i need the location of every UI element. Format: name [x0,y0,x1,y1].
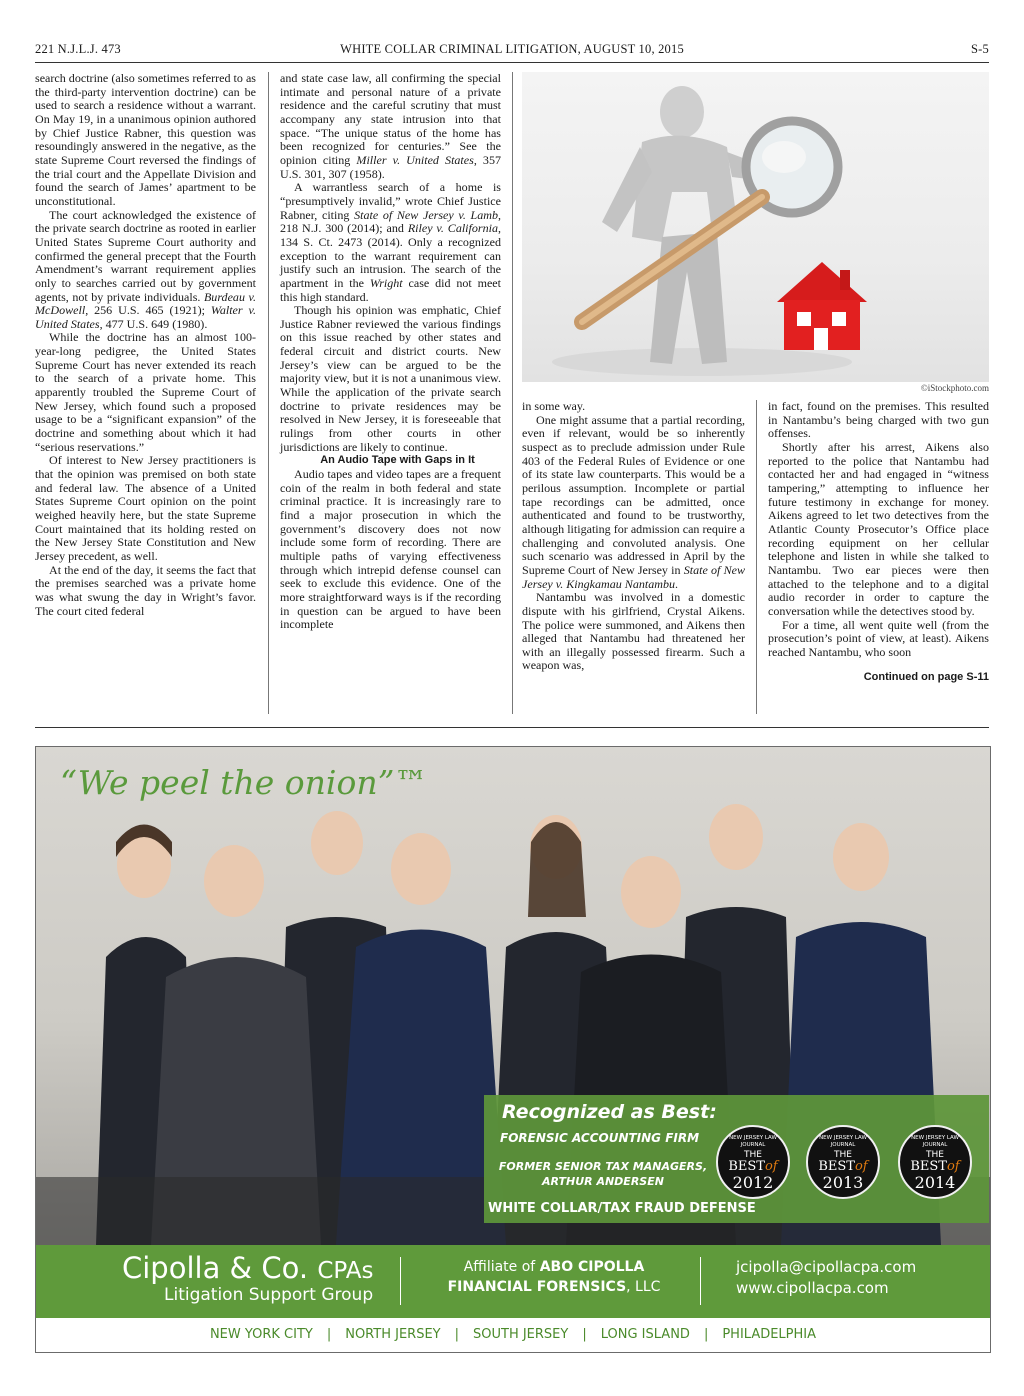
website-link[interactable]: www.cipollacpa.com [736,1279,889,1297]
magnifying-glass-house-illustration [522,72,989,382]
badge-the: THE [926,1150,944,1160]
firm-name: Cipolla & Co. CPAs [122,1251,374,1285]
ad-slogan: “We peel the onion”™ [60,763,428,802]
page-number: S-5 [971,42,989,56]
paragraph: search doctrine (also sometimes referred to as the third-party intervention doctrine) can be used to search a residence without a warrant. On May 19, in a unanimous opinion authored by Chief Justice Rabner, this question was resoundingly answered in the negative, as the state Supreme Court reversed the findings of the trial court and the Appellate Division and found the search of James’ apartment to be unconstitutional. [35,71,256,208]
illustration-graphic [522,72,989,382]
publication-title: WHITE COLLAR CRIMINAL LITIGATION, AUGUST 10, 2015 [340,42,684,56]
location: LONG ISLAND [600,1327,690,1342]
banner-divider [700,1257,701,1305]
article-column-1 [35,72,256,618]
badge-year: 2013 [822,1173,864,1192]
column-divider [512,72,513,714]
badge-source: NEW JERSEY LAW JOURNAL [819,1135,867,1148]
case-citation: State of New Jersey v. Lamb [354,207,498,222]
paragraph: At the end of the day, it seems the fact that the premises searched was a private home was what swung the day in Wright’s favor. The court cited federal [35,562,256,618]
paragraph: in some way. [522,399,586,413]
case-citation: Riley v. California [407,221,498,236]
best-of-badge [898,1125,972,1199]
badge-source: NEW JERSEY LAW JOURNAL [729,1135,777,1148]
badge-year: 2014 [914,1173,956,1192]
section-rule [35,727,989,728]
badge-best: BESTof [818,1159,868,1174]
paragraph: One might assume that a partial recording, even if relevant, would be so inherently suspect as to preclude admission under Rule 403 of the Federal Rules of Evidence or one of its state law counterparts. This would be a perilous assumption. Incomplete or partial tape recordings can be admitted, once authenticated and found to be trustworthy, although litigating for admission can require a challenging and convoluted analysis. One such scenario was addressed in April by the Supreme Court of New Jersey in State of New Jersey v. Kingkamau Nantambu. [522,412,745,591]
header-rule [35,62,989,63]
location: NORTH JERSEY [345,1327,441,1342]
badge-year: 2012 [732,1173,774,1192]
column-divider [268,72,269,714]
affiliate-line: Affiliate of ABO CIPOLLA [463,1259,645,1275]
recognition-item: WHITE COLLAR/TAX FRAUD DEFENSE [488,1201,756,1216]
page-citation: 221 N.J.L.J. 473 [35,42,121,56]
best-of-badge [806,1125,880,1199]
recognition-item: FORMER SENIOR TAX MANAGERS, ARTHUR ANDERSEN [498,1160,708,1188]
article-column-2 [280,72,501,632]
location: PHILADELPHIA [722,1327,817,1342]
contact-email[interactable]: jcipolla@cipollacpa.com [736,1258,917,1276]
paragraph: Nantambu was involved in a domestic dispute with his girlfriend, Crystal Aikens. The police were summoned, and Aikens then alleged that Nantambu had threatened her with an illegally possessed firearm. Such a weapon was, [522,590,745,673]
column-divider [756,400,757,714]
affiliate-name: FINANCIAL FORENSICS, LLC [447,1279,661,1295]
recognition-panel [484,1095,989,1223]
case-citation: Wright [369,275,403,290]
badge-the: THE [834,1150,852,1160]
paragraph: For a time, all went quite well (from the prosecution’s point of view, at least). Aikens reached Nantambu, who soon [768,617,989,659]
firm-banner [36,1245,990,1318]
case-citation: Miller v. United States [356,152,474,167]
article-column-3 [522,400,745,673]
location: SOUTH JERSEY [473,1327,569,1342]
paragraph: Though his opinion was emphatic, Chief Justice Rabner reviewed the various findings on this issue reached by other states and federal circuit and district courts. New Jersey’s view can be argued to be the majority view, but it is not a unanimous view. While the application of the private search doctrine to private residences may be resolved in New Jersey, it is foreseeable that rulings from other courts in other jurisdictions are likely to continue. [280,303,501,454]
location: NEW YORK CITY [209,1327,313,1342]
paragraph: Shortly after his arrest, Aikens also reported to the police that Nantambu had contacted her and had engaged in “witness tampering,” attempting to influence her future testimony in exchange for money. Aikens agreed to let two detectives from the Atlantic County Prosecutor’s Office place recording equipment on her cellular telephone and listen in while she talked to Nantambu. Two ear pieces were then attached to the telephone and to a digital audio recorder in order to capture the conversation while the detectives stood by. [768,439,989,618]
photo-credit: ©iStockphoto.com [920,383,989,393]
case-citation: Walter v. United States [35,303,256,331]
badge-best: BESTof [728,1159,778,1174]
office-locations: NEW YORK CITY | NORTH JERSEY | SOUTH JERSEY | LONG ISLAND | PHILADELPHIA [209,1327,817,1342]
paragraph: in fact, found on the premises. This resulted in Nantambu’s being charged with two gun offenses. [768,399,989,441]
paragraph: and state case law, all confirming the special intimate and personal nature of a private residence and the careful scrutiny that must accompany any state intrusion into that space. “The unique status of the home has been recognized for centuries.” See the opinion citing Miller v. United States, 357 U.S. 301, 307 (1958). [280,71,501,181]
paragraph: A warrantless search of a home is “presumptively invalid,” wrote Chief Justice Rabner, citing State of New Jersey v. Lamb, 218 N.J. 300 (2014); and Riley v. California, 134 S. Ct. 2473 (2014). Only a recognized exception to the warrant requirement can justify such an intrusion. The search of the apartment in the Wright case did not meet this high standard. [280,180,502,304]
continued-on-link[interactable]: Continued on page S-11 [863,671,989,684]
badge-the: THE [744,1150,762,1160]
article-column-4 [768,400,989,685]
paragraph: Audio tapes and video tapes are a frequent coin of the realm in both federal and state criminal practice. It is increasingly rare to find a major prosecution in which the government’s discovery does not now include some form of recording. There are multiple paths of varying effectiveness through which intrepid defense counsel can seek to exclude this evidence. One of the more straightforward ways is if the recording in question can be argued to have been incomplete [280,467,501,632]
paragraph: Of interest to New Jersey practitioners is that the opinion was premised on both state and federal law. The absence of a United States Supreme Court opinion on the point weighed heavily here, but the state Supreme Court maintained that its holding rested on the New Jersey State Constitution and New Jersey precedent, as well. [35,453,256,563]
badge-best: BESTof [910,1159,960,1174]
section-subhead: An Audio Tape with Gaps in It [320,454,475,467]
firm-subtitle: Litigation Support Group [164,1285,374,1305]
case-citation: State of New Jersey v. Kingkamau Nantambu [522,562,745,591]
case-citation: Burdeau v. McDowell [35,289,256,318]
paragraph: While the doctrine has an almost 100-year-long pedigree, the United States Supreme Court has never extended its reach to the search of a private home. This apparently troubled the Supreme Court of New Jersey, which found such a proposed usage to be a “significant expansion” of the doctrine and something about which it had “serious reservations.” [35,330,256,454]
badge-source: NEW JERSEY LAW JOURNAL [911,1135,959,1148]
paragraph: The court acknowledged the existence of the private search doctrine as rooted in earlier United States Supreme Court authority and confirmed the general precept that the Fourth Amendment’s warrant requirement applies only to searches carried out by government agents, not by private individuals. Burdeau v. McDowell, 256 U.S. 465 (1921); Walter v. United States, 477 U.S. 649 (1980). [35,207,256,331]
recognition-title: Recognized as Best: [502,1101,717,1123]
page-header [35,42,989,60]
cipolla-advertisement [35,746,991,1353]
best-of-badge [716,1125,790,1199]
banner-divider [400,1257,401,1305]
recognition-item: FORENSIC ACCOUNTING FIRM [500,1131,700,1145]
